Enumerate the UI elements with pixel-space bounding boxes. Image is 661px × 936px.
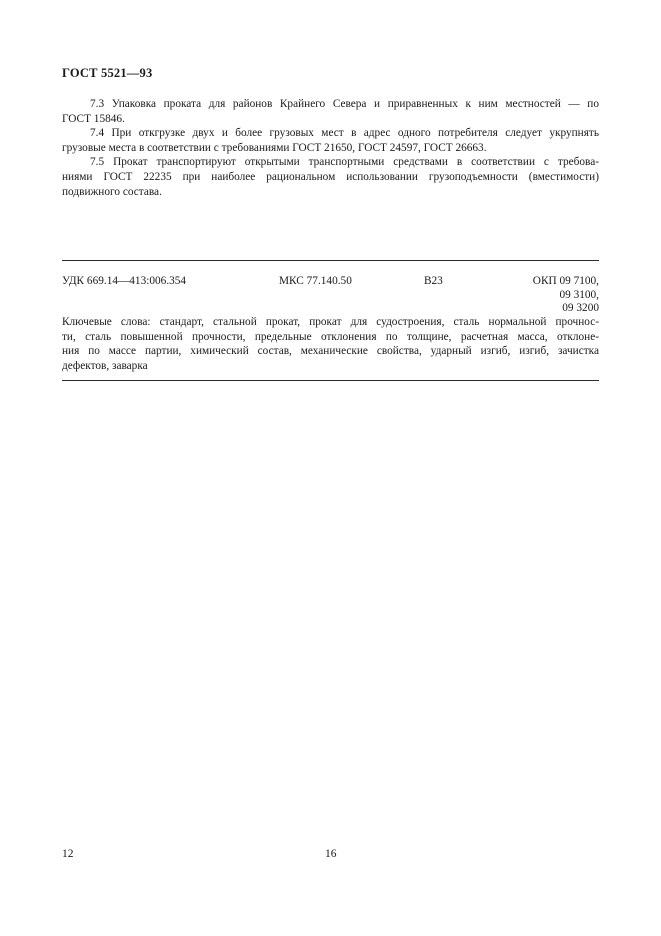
document-header: ГОСТ 5521—93 xyxy=(62,66,153,80)
keywords-line: дефектов, заварка xyxy=(62,359,148,372)
section-7-5-rest: подвижного состава. xyxy=(62,185,162,198)
section-7-3-line1: 7.3 Упаковка проката для районов Крайнего Севера и приравненных к ним местностей — по xyxy=(90,98,599,110)
keywords-block xyxy=(62,315,599,373)
section-7-3-rest: ГОСТ 15846. xyxy=(62,112,125,125)
udk-code: УДК 669.14—413:006.354 xyxy=(62,275,187,287)
page-number-left: 12 xyxy=(62,848,74,860)
section-7-4 xyxy=(62,126,599,155)
mks-code: МКС 77.140.50 xyxy=(279,275,352,287)
okp-codes xyxy=(533,275,599,316)
top-rule xyxy=(62,260,599,261)
section-7-4-rest: грузовые места в соответствии с требованиями ГОСТ 21650, ГОСТ 24597, ГОСТ 26663. xyxy=(62,141,487,154)
section-7-5 xyxy=(62,155,599,199)
okp-code-line: 09 3200 xyxy=(562,302,599,314)
keywords-line: Ключевые слова: стандарт, стальной прокат, прокат для судостроения, сталь нормальной прочнос- xyxy=(62,316,599,328)
okp-code-line: 09 3100, xyxy=(559,288,599,301)
section-7-4-line1: 7.4 При откгрузке двух и более грузовых мест в адрес одного потребителя следует укрупнять xyxy=(90,127,599,140)
keywords-line: ния по массе партии, химический состав, механические свойства, ударный изгиб, изгиб, зачистка xyxy=(62,345,599,358)
okp-code-line: ОКП 09 7100, xyxy=(532,275,599,287)
keywords-line: ти, сталь повышенной прочности, предельные отклонения по толщине, расчетная масса, отклоне- xyxy=(62,330,599,343)
group-code: В23 xyxy=(424,275,443,287)
section-7-5-line1: 7.5 Прокат транспортируют открытыми транспортными средствами в соответствии с требова- xyxy=(90,156,599,169)
section-7-5-line2: ниями ГОСТ 22235 при наиболее рациональном использовании грузоподъемности (вместимости) xyxy=(62,170,599,183)
page-number-center: 16 xyxy=(325,848,337,860)
document-body xyxy=(62,97,599,199)
bottom-rule xyxy=(62,380,599,381)
section-7-3 xyxy=(62,97,599,126)
